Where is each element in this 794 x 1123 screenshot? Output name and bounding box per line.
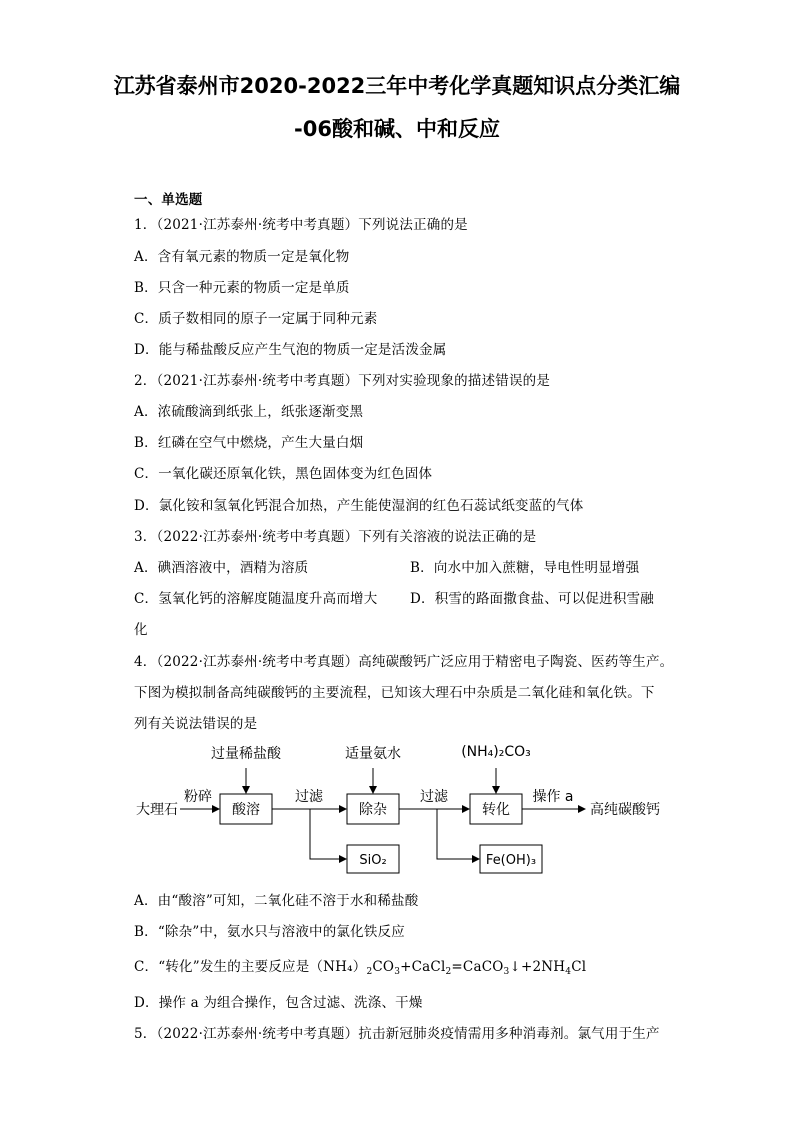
question-1-stem: 1．（2021·江苏泰州·统考中考真题）下列说法正确的是 xyxy=(134,217,468,233)
question-1-option-a: A．含有氧元素的物质一定是氧化物 xyxy=(134,249,350,265)
question-3-option-d: D．积雪的路面撒食盐、可以促进积雪融 xyxy=(410,591,654,607)
flow-branch-feoh3 xyxy=(437,809,479,859)
document-title-line2: -06酸和碱、中和反应 xyxy=(294,117,500,141)
question-4-equation: $_4)_2CO_3+CaCl_2=CaCO_3↓+2NH_4Cl$ xyxy=(347,959,587,977)
question-2-option-b: B．红磷在空气中燃烧，产生大量白烟 xyxy=(134,435,364,451)
question-2-stem: 2．（2021·江苏泰州·统考中考真题）下列对实验现象的描述错误的是 xyxy=(134,373,551,389)
flow-branch-sio2 xyxy=(310,809,346,859)
question-3-option-c: C．氢氧化钙的溶解度随温度升高而增大 xyxy=(134,591,378,607)
question-4-stem-line1: 4．（2022·江苏泰州·统考中考真题）高纯碳酸钙广泛应用于精密电子陶瓷、医药等生产。 xyxy=(134,654,674,670)
question-4-option-c xyxy=(134,955,586,977)
flow-label-reagent2: 适量氨水 xyxy=(345,746,401,762)
question-4-option-a: A．由“酸溶”可知，二氧化硅不溶于水和稀盐酸 xyxy=(134,893,419,909)
flow-label-product: 高纯碳酸钙 xyxy=(590,802,660,818)
question-2-option-d: D．氯化铵和氢氧化钙混合加热，产生能使湿润的红色石蕊试纸变蓝的气体 xyxy=(134,498,584,514)
question-2-option-c: C．一氧化碳还原氧化铁，黑色固体变为红色固体 xyxy=(134,466,433,482)
question-1-option-d: D．能与稀盐酸反应产生气泡的物质一定是活泼金属 xyxy=(134,342,447,358)
flow-box-sio2-label: SiO₂ xyxy=(359,853,387,868)
flow-box1-label: 酸溶 xyxy=(232,802,260,818)
flow-box3-label: 转化 xyxy=(482,802,510,818)
flow-label-filter2: 过滤 xyxy=(420,789,448,805)
flow-label-reagent3: (NH₄)₂CO₃ xyxy=(461,744,531,760)
question-3-option-b: B．向水中加入蔗糖，导电性明显增强 xyxy=(410,560,640,576)
question-4-stem-line2: 下图为模拟制备高纯碳酸钙的主要流程，已知该大理石中杂质是二氧化硅和氧化铁。下 xyxy=(134,685,655,701)
flow-label-start: 大理石 xyxy=(136,802,178,818)
question-5-stem: 5．（2022·江苏泰州·统考中考真题）抗击新冠肺炎疫情需用多种消毒剂。氯气用于生产 xyxy=(134,1026,660,1042)
question-3-option-d-continued: 化 xyxy=(134,622,148,638)
process-flow-diagram xyxy=(0,730,794,880)
flow-box2-label: 除杂 xyxy=(359,802,387,818)
question-1-option-b: B．只含一种元素的物质一定是单质 xyxy=(134,280,350,296)
flow-label-operation: 操作 a xyxy=(532,789,574,805)
flow-label-grind: 粉碎 xyxy=(184,789,212,805)
flow-label-reagent1: 过量稀盐酸 xyxy=(211,746,281,762)
question-3-option-a: A．碘酒溶液中，酒精为溶质 xyxy=(134,560,309,576)
question-3-stem: 3．（2022·江苏泰州·统考中考真题）下列有关溶液的说法正确的是 xyxy=(134,529,537,545)
question-4-option-b: B．“除杂”中，氨水只与溶液中的氯化铁反应 xyxy=(134,924,405,940)
flow-box-feoh3-label: Fe(OH)₃ xyxy=(485,853,537,868)
question-2-option-a: A．浓硫酸滴到纸张上，纸张逐渐变黑 xyxy=(134,404,364,420)
document-title-line1: 江苏省泰州市2020-2022三年中考化学真题知识点分类汇编 xyxy=(113,74,681,98)
question-4-stem-line3: 列有关说法错误的是 xyxy=(134,716,258,732)
question-4-option-d: D．操作 a 为组合操作，包含过滤、洗涤、干燥 xyxy=(134,995,423,1011)
flow-label-filter1: 过滤 xyxy=(295,789,323,805)
section-heading: 一、单选题 xyxy=(134,192,203,208)
question-4-option-c-prefix: C．“转化”发生的主要反应是（NH xyxy=(134,959,348,975)
question-1-option-c: C．质子数相同的原子一定属于同种元素 xyxy=(134,311,378,327)
